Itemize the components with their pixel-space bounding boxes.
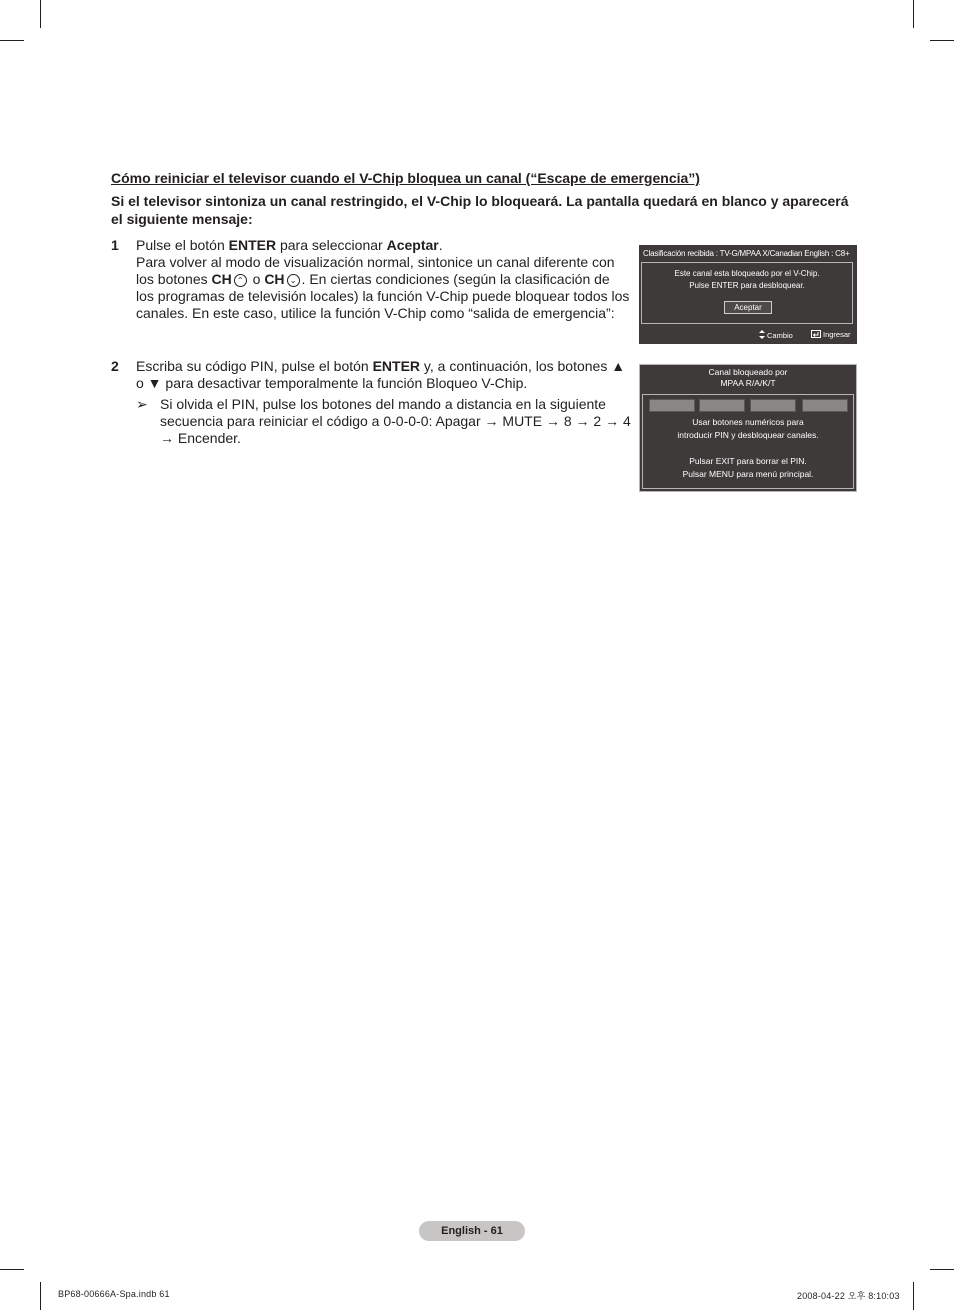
enter-keyword: ENTER — [372, 358, 421, 374]
step-text: . — [438, 237, 443, 253]
updown-icon — [759, 330, 765, 339]
step-text: Para volver al modo de visualización normal, sintonice un canal diferente con los botones — [136, 254, 615, 287]
pin-digit-field[interactable] — [802, 399, 848, 412]
crop-mark — [0, 1269, 24, 1270]
ch-keyword: CH — [264, 271, 285, 287]
step-number: 1 — [111, 237, 119, 253]
intro-paragraph: Si el televisor sintoniza un canal restringido, el V-Chip lo bloqueará. La pantalla quedará en blanco y aparecerá el siguiente mensaje: — [111, 193, 849, 227]
instruction-line: Usar botones numéricos para — [692, 417, 804, 427]
file-slug: BP68-00666A-Spa.indb 61 — [58, 1289, 170, 1299]
step-text: y, a continuación, los botones ▲ o ▼ para desactivar temporalmente la función Bloqueo V-Chip. — [136, 358, 626, 391]
crop-mark — [930, 40, 954, 41]
note-text: Si olvida el PIN, pulse los botones del mando a distancia en la siguiente secuencia para reiniciar el código a 0-0-0-0: Apagar → MUTE → 8 → 2 → 4 → Encender. — [160, 396, 631, 446]
change-hint — [759, 330, 793, 340]
change-label: Cambio — [767, 331, 793, 340]
pin-screen-header — [640, 365, 856, 392]
message-panel — [641, 262, 853, 324]
pin-hints — [643, 455, 853, 481]
message — [642, 268, 852, 292]
crop-mark — [40, 1282, 41, 1310]
ch-keyword: CH — [211, 271, 232, 287]
channel-up-icon: ⌃ — [234, 274, 247, 287]
title-line: MPAA R/A/K/T — [720, 378, 776, 388]
enter-label: Ingresar — [823, 330, 851, 339]
pin-digit-field[interactable] — [699, 399, 745, 412]
crop-mark — [40, 0, 41, 28]
crop-mark — [930, 1269, 954, 1270]
step-2-body — [136, 358, 631, 447]
enter-icon — [811, 330, 821, 338]
enter-hint — [811, 330, 851, 339]
section-heading: Cómo reiniciar el televisor cuando el V-Chip bloquea un canal (“Escape de emergencia”) — [111, 170, 700, 186]
crop-mark — [913, 1282, 914, 1310]
page-number-badge: English - 61 — [419, 1221, 525, 1241]
step-number: 2 — [111, 358, 119, 374]
pin-panel — [642, 394, 854, 489]
note-arrow-icon: ➢ — [136, 396, 148, 412]
step-1-body — [136, 237, 631, 322]
accept-button[interactable]: Aceptar — [724, 301, 772, 314]
crop-mark — [0, 40, 24, 41]
blocked-channel-screen — [639, 245, 857, 344]
crop-mark — [913, 0, 914, 28]
pin-digit-field[interactable] — [649, 399, 695, 412]
hint-line: Pulsar MENU para menú principal. — [682, 469, 814, 479]
accept-keyword: Aceptar — [386, 237, 439, 253]
title-line: Canal bloqueado por — [708, 367, 788, 377]
enter-keyword: ENTER — [228, 237, 277, 253]
print-timestamp: 2008-04-22 오후 8:10:03 — [797, 1291, 900, 1301]
hint-line: Pulsar EXIT para borrar el PIN. — [689, 456, 807, 466]
pin-entry-screen — [639, 364, 857, 492]
message-line: Este canal esta bloqueado por el V-Chip. — [674, 269, 820, 278]
note — [136, 396, 631, 447]
step-text: para seleccionar — [276, 237, 387, 253]
step-text: Escriba su código PIN, pulse el botón — [136, 358, 373, 374]
pin-instructions — [643, 416, 853, 442]
step-text: o — [248, 271, 265, 287]
step-text: . En ciertas condiciones (según la clasificación de los programas de televisión locales) la función V-Chip puede bloquear todos los canales. En este caso, utilice la función V-Chip como “salida de emergencia”: — [136, 271, 630, 321]
blocked-by-title — [640, 367, 856, 389]
rating-received-text: Clasificación recibida : TV-G/MPAA X/Canadian English : C8+ — [643, 249, 850, 258]
pin-fields — [649, 399, 849, 413]
pin-digit-field[interactable] — [750, 399, 796, 412]
channel-down-icon: ⌄ — [287, 274, 300, 287]
step-text: Pulse el botón — [136, 237, 229, 253]
instruction-line: introducir PIN y desbloquear canales. — [677, 430, 819, 440]
message-line: Pulse ENTER para desbloquear. — [689, 281, 805, 290]
